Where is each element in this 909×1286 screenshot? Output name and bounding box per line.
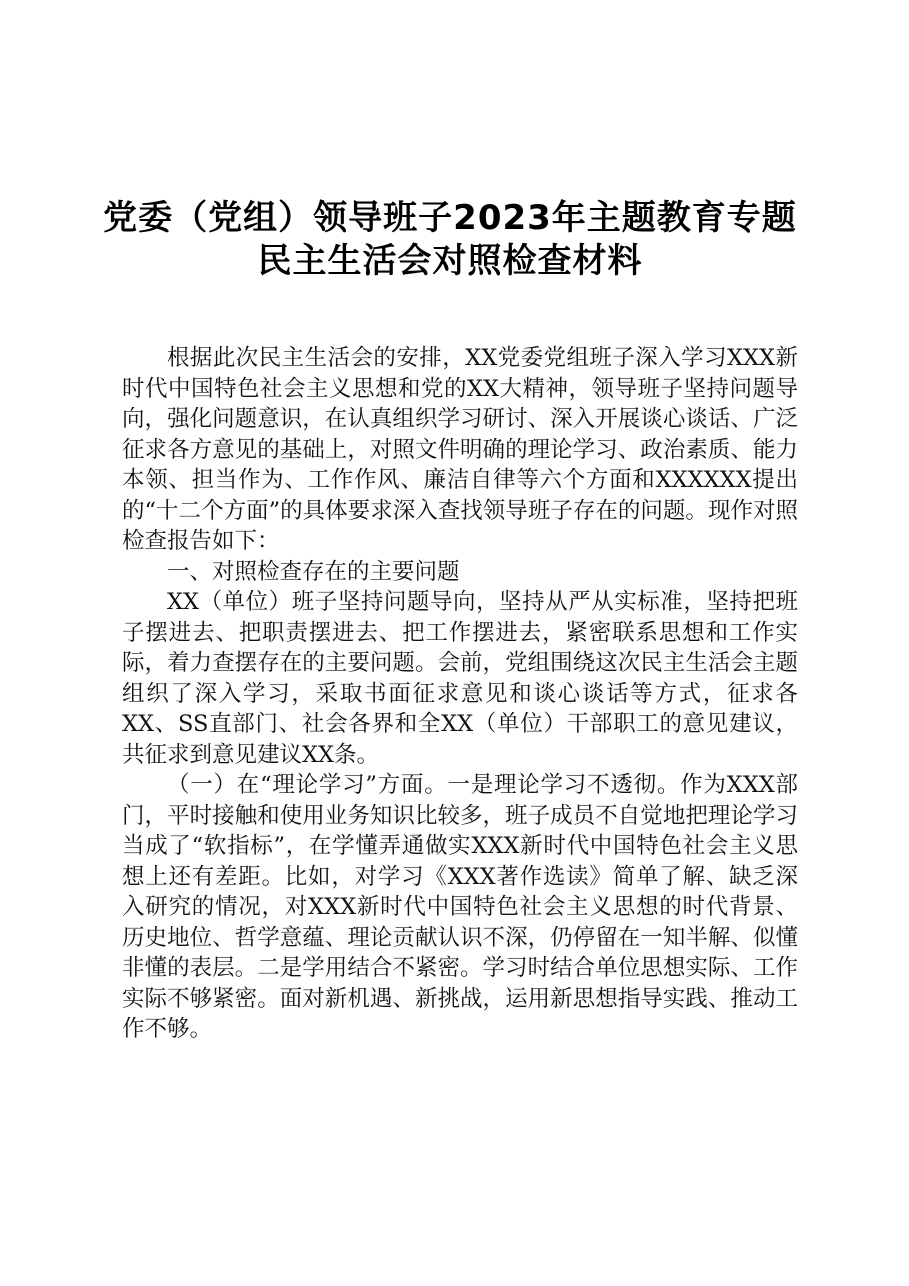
section-heading: 一、对照检查存在的主要问题 (167, 558, 460, 585)
intro-paragraph: 根据此次民主生活会的安排，XX党委党组班子深入学习XXX新时代中国特色社会主义思想和党的XX大精神，领导班子坚持问题导向，强化问题意识，在认真组织学习研讨、深入开展谈心谈话、广泛征求各方意见的基础上，对照文件明确的理论学习、政治素质、能力本领、担当作为、工作作风、廉洁自律等六个方面和XXXXXX提出的“十二个方面”的具体要求深入查找领导班子存在的问题。现作对照检查报告如下： (122, 345, 798, 554)
document-title-line-2: 民主生活会对照检查材料 (257, 241, 643, 281)
section-paragraph: XX（单位）班子坚持问题导向，坚持从严从实标准，坚持把班子摆进去、把职责摆进去、把工作摆进去，紧密联系思想和工作实际，着力查摆存在的主要问题。会前，党组围绕这次民主生活会主题组织了深入学习，采取书面征求意见和谈心谈话等方式，征求各XX、SS直部门、社会各界和全XX（单位）干部职工的意见建议，共征求到意见建议XX条。 (122, 589, 798, 768)
document-title-line-1: 党委（党组）领导班子2023年主题教育专题 (103, 198, 797, 238)
document-body (122, 343, 798, 1045)
subsection-paragraph: （一）在“理论学习”方面。一是理论学习不透彻。作为XXX部门，平时接触和使用业务知识比较多，班子成员不自觉地把理论学习当成了“软指标”，在学懂弄通做实XXX新时代中国特色社会主义思想上还有差距。比如，对学习《XXX著作选读》简单了解、缺乏深入研究的情况，对XXX新时代中国特色社会主义思想的时代背景、历史地位、哲学意蕴、理论贡献认识不深，仍停留在一知半解、似懂非懂的表层。二是学用结合不紧密。学习时结合单位思想实际、工作实际不够紧密。面对新机遇、新挑战，运用新思想指导实践、推动工作不够。 (122, 772, 798, 1042)
